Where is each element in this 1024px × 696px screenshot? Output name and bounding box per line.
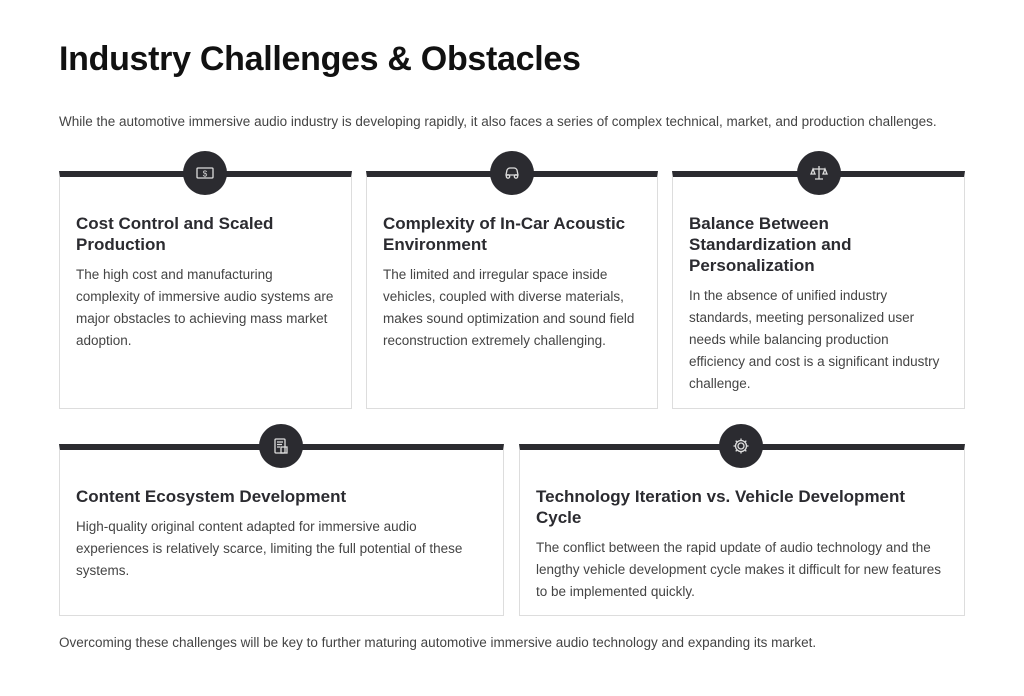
card-title: Balance Between Standardization and Personalization	[689, 214, 852, 275]
challenge-card-technology	[519, 444, 965, 616]
challenge-card-standardization	[672, 171, 965, 409]
card-body: The conflict between the rapid update of audio technology and the lengthy vehicle development cycle makes it difficult for new features to be implemented quickly.	[536, 540, 941, 599]
card-body: In the absence of unified industry standards, meeting personalized user needs while balancing production efficiency and cost is a significant industry challenge.	[689, 288, 940, 391]
document-image-icon	[259, 424, 303, 468]
card-body: The limited and irregular space inside vehicles, coupled with diverse materials, makes sound optimization and sound field reconstruction extremely challenging.	[383, 267, 635, 348]
card-body: The high cost and manufacturing complexity of immersive audio systems are major obstacles to achieving mass market adoption.	[76, 267, 334, 348]
money-icon	[183, 151, 227, 195]
svg-text:$: $	[202, 169, 208, 179]
card-body: High-quality original content adapted for immersive audio experiences is relatively scarce, limiting the full potential of these systems.	[76, 519, 463, 578]
card-title: Content Ecosystem Development	[76, 487, 347, 506]
card-title: Complexity of In-Car Acoustic Environment	[383, 214, 626, 254]
challenge-card-content	[59, 444, 504, 616]
page-title: Industry Challenges & Obstacles	[59, 40, 581, 78]
subtitle: While the automotive immersive audio industry is developing rapidly, it also faces a series of complex technical, market, and production challenges.	[59, 114, 937, 129]
card-title: Cost Control and Scaled Production	[76, 214, 274, 254]
challenge-card-cost	[59, 171, 352, 409]
card-title: Technology Iteration vs. Vehicle Development Cycle	[536, 487, 906, 527]
gear-icon	[719, 424, 763, 468]
scale-icon	[797, 151, 841, 195]
car-icon	[490, 151, 534, 195]
footer-note: Overcoming these challenges will be key to further maturing automotive immersive audio technology and expanding its market.	[59, 635, 817, 650]
challenge-card-acoustic	[366, 171, 658, 409]
